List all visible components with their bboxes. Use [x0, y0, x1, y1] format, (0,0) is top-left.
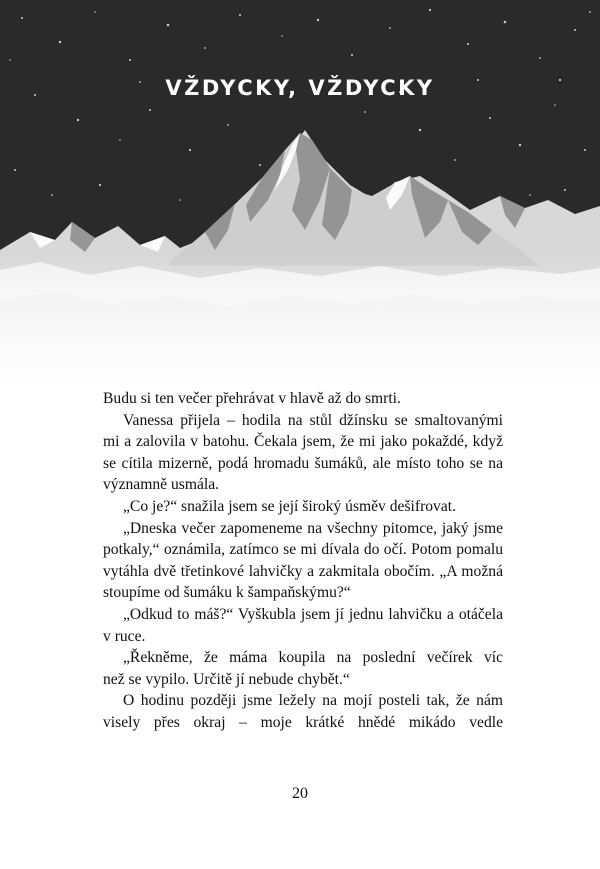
text-line: vytáhla dvě třetinkové lahvičky a zakmitala obočím. „A možná: [103, 562, 503, 580]
page-number: 20: [292, 785, 308, 802]
chapter-header-illustration: [0, 0, 600, 385]
text-line: „Co je?“ snažila jsem se její široký úsměv dešifrovat.: [123, 497, 457, 515]
text-line: visely přes okraj – moje krátké hnědé mikádo vedle: [103, 713, 503, 731]
chapter-body-text: [103, 388, 503, 734]
text-line: než se vypilo. Určitě jí nebude chybět.“: [103, 670, 350, 688]
text-line: mi a zalovila v batohu. Čekala jsem, že mi jako pokaždé, když: [103, 433, 503, 451]
text-line: Budu si ten večer přehrávat v hlavě až do smrti.: [103, 390, 401, 407]
text-line: významně usmála.: [103, 476, 220, 494]
text-line: stoupíme od šumáku k šampaňskýmu?“: [103, 584, 351, 602]
text-line: O hodinu později jsme ležely na mojí posteli tak, že nám: [123, 692, 503, 710]
text-line: „Řekněme, že máma koupila na poslední večírek víc: [123, 649, 503, 667]
fade-to-page: [0, 255, 600, 385]
text-line: Vanessa přijela – hodila na stůl džínsku se smaltovanými: [123, 411, 503, 429]
text-line: v ruce.: [103, 627, 146, 645]
text-line: „Odkud to máš?“ Vyškubla jsem jí jednu lahvičku a otáčela: [123, 605, 503, 623]
text-line: se cítila mizerně, podá hromadu šumáků, ale místo toho se na: [103, 454, 503, 472]
mountain-night-illustration: [0, 0, 600, 385]
text-line: potkaly,“ oznámila, zatímco se mi dívala do očí. Potom pomalu: [103, 541, 503, 559]
text-line: „Dneska večer zapomeneme na všechny pitomce, jaký jsme: [123, 519, 503, 537]
chapter-title: VŽDYCKY, VŽDYCKY: [165, 76, 435, 100]
